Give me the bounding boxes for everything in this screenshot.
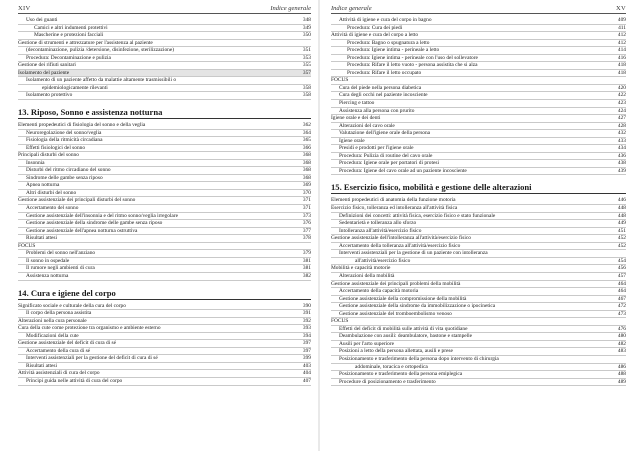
toc-entry [18,378,311,386]
toc-entry-title: Risultati attesi [26,235,57,242]
toc-entry-title: Attività di igiene e cura del corpo in bagno [339,17,432,23]
toc-entry-page: 454 [617,257,626,264]
toc-entry-page: 403 [302,362,311,369]
toc-entry-title: Modificazioni della cute [26,332,79,339]
toc-entry [18,220,311,228]
toc-entry-title: Accertamento della tolleranza all'attività/esercizio fisico [339,242,461,249]
toc-entry-page: 371 [302,197,311,204]
toc-entry-page: 428 [617,122,626,129]
toc-entry [331,123,626,131]
toc-entry-page: 473 [617,310,626,317]
toc-entry-page: 451 [617,227,626,234]
toc-entry [331,311,626,319]
toc-entry-title: Cura della cute come protezione tra organismo e ambiente esterno [18,325,161,332]
toc-entry [18,77,311,85]
toc-entry-title: Fisiologia della ritmicità circadiana [26,137,103,144]
section-13-title: 13. Riposo, Sonno e assistenza notturna [18,107,311,119]
toc-entry [331,318,626,326]
toc-entry-page: 381 [302,265,311,272]
toc-entry-title: Disturbi del ritmo circadiano del sonno [26,167,111,174]
toc-entry [331,197,626,205]
toc-entry [18,47,311,55]
toc-entry-title: Elementi propedeutici di fisiologia del sonno e della veglia [18,122,146,129]
toc-entry [331,303,626,311]
toc-entry-page: 399 [302,355,311,362]
toc-entry [331,32,626,40]
toc-entry-page: 366 [302,144,311,151]
toc-entry [18,318,311,326]
right-page-header [331,2,626,14]
toc-entry-title: Gestione assistenziale della compromissione della mobilità [339,295,467,302]
toc-entry-title: Gestione assistenziale dell'insonnia e del ritmo sonno/veglia irregolare [26,212,179,219]
toc-entry-title: Altri disturbi del sonno [26,189,77,196]
toc-entry [18,160,311,168]
toc-entry-title: Il sonno in ospedale [26,257,70,264]
toc-entry-page: 368 [302,167,311,174]
toc-entry-title: epidemiologicamente rilevanti [42,84,108,91]
toc-entry-page: 409 [617,17,626,23]
toc-entry [18,310,311,318]
toc-entry [18,228,311,236]
toc-entry [18,92,311,100]
toc-entry-title: Uso dei guanti [26,17,58,23]
toc-entry-title: Gestione assistenziale dei principali disturbi del sonno [18,197,136,204]
toc-entry-title: Isolamento di un paziente affetto da malattie altamente trasmissibili o [26,77,177,84]
toc-entry [331,273,626,281]
toc-entry-title: Interventi assistenziali per la gestione di un paziente con intolleranza [339,250,488,257]
toc-entry-title: FOCUS [331,318,349,325]
toc-entry-page: 412 [617,32,626,39]
toc-entry-title: Assistenza alla persona con prurito [339,107,415,114]
toc-entry-title: Mascherine e protezioni facciali [34,32,104,39]
toc-entry-page: 449 [617,220,626,227]
toc-entry [331,47,626,55]
toc-entry-title: Insonnia [26,159,45,166]
toc-entry [331,379,626,387]
toc-entry-title: Assistenza notturna [26,272,69,279]
right-running-head: Indice generale [331,5,372,12]
toc-entry-title: Gestione assistenziale del tromboembolismo venoso [339,310,452,317]
toc-entry-title: Isolamento del paziente [18,69,70,76]
toc-entry-page: 350 [302,32,311,39]
toc-entry [18,130,311,138]
toc-entry [18,363,311,371]
toc-entry-page: 407 [302,377,311,384]
toc-entry-page: 353 [302,54,311,61]
toc-entry-title: Interventi assistenziali per la gestione del deficit di cura di sé [26,355,158,362]
toc-entry-title: Significato sociale e culturale della cura del corpo [18,302,126,309]
toc-entry-title: Mobilità e capacità motorie [331,265,391,272]
toc-entry-page: 452 [617,235,626,242]
toc-entry-title: Alterazioni della mobilità [339,272,395,279]
toc-entry-page: 397 [302,340,311,347]
toc-entry-title: Posizionamento e trasferimento della persona dopo intervento di chirurgia [339,355,499,362]
toc-entry [18,243,311,251]
toc-entry [18,235,311,243]
toc-entry-page: 412 [617,39,626,46]
toc-entry [331,40,626,48]
left-top-entries [18,17,311,100]
toc-entry-title: Principi guida nelle attività di cura del corpo [26,377,123,384]
toc-entry [331,70,626,78]
toc-entry-title: Procedura: Igiene intima - perineale con l'uso del sollevatore [347,54,478,61]
toc-entry-title: all'attività/esercizio fisico [355,257,411,264]
toc-entry-title: Piercing e tattoo [339,100,375,107]
toc-entry-title: Cura degli occhi nel paziente incosciente [339,92,428,99]
toc-entry-title: Apnea notturna [26,182,60,189]
toc-entry-page: 382 [302,272,311,279]
left-running-head: Indice generale [270,5,311,12]
toc-entry-title: FOCUS [18,242,36,249]
toc-entry [18,213,311,221]
toc-entry-page: 436 [617,152,626,159]
toc-entry [331,364,626,372]
toc-entry-title: Alterazioni nella cura personale [18,317,87,324]
toc-entry-title: FOCUS [331,77,349,84]
toc-entry-title: Cura del piede nella persona diabetica [339,84,422,91]
toc-entry [18,303,311,311]
toc-entry [331,213,626,221]
toc-entry-page: 486 [617,363,626,370]
toc-entry-title: Gestione assistenziale della sindrome delle gambe senza riposo [26,220,163,227]
toc-entry [331,288,626,296]
toc-entry [18,273,311,281]
toc-entry-title: Procedura: Rifare il letto vuoto - persona assistita che si alza [347,62,478,69]
toc-entry-page: 476 [617,325,626,332]
toc-entry [18,17,311,25]
toc-entry [18,325,311,333]
toc-entry-page: 467 [617,295,626,302]
toc-entry-title: Gestione assistenziale dei principali problemi della mobilità [331,280,461,287]
toc-entry-title: Effetti del deficit di mobilità sulle attività di vita quotidiane [339,325,468,332]
toc-entry-page: 376 [302,220,311,227]
toc-entry [331,160,626,168]
section-15-entries [331,197,626,386]
toc-entry-page: 368 [302,159,311,166]
toc-entry-page: 394 [302,332,311,339]
toc-entry [18,152,311,160]
toc-entry-title: Camici e altri indumenti protettivi [34,24,108,31]
toc-entry [331,145,626,153]
toc-entry [18,258,311,266]
toc-entry-title: Presidi e prodotti per l'igiene orale [339,145,414,152]
section-15-title: 15. Esercizio fisico, mobilità e gestione delle alterazioni [331,182,626,194]
toc-entry-title: Valutazione dell'igiene orale della persona [339,130,431,137]
toc-entry-title: Gestione assistenziale dell'intolleranza all'attività/esercizio fisico [331,235,471,242]
toc-entry-page: 434 [617,145,626,152]
toc-entry-page: 472 [617,303,626,310]
section-13-entries [18,122,311,280]
toc-entry [18,167,311,175]
right-page [319,0,638,451]
toc-entry-page: 480 [617,333,626,340]
toc-entry-title: Il corpo della persona assistita [26,310,92,317]
left-page-header [18,2,311,14]
toc-entry-page: 397 [302,347,311,354]
toc-entry-page: 424 [617,107,626,114]
toc-entry-title: Isolamento protettivo [26,92,73,99]
toc-entry [331,168,626,176]
toc-entry-page: 404 [302,370,311,377]
toc-entry [18,370,311,378]
toc-entry [331,341,626,349]
toc-entry-title: Esercizio fisico, tolleranza ed intolleranza all'attività fisica [331,205,458,212]
right-top-entries [331,17,626,175]
toc-entry-title: Sindrome delle gambe senza riposo [26,174,103,181]
toc-entry-page: 438 [617,160,626,167]
toc-entry-title: Gestione assistenziale dell'apnea notturna ostruttiva [26,227,138,234]
toc-entry [331,130,626,138]
toc-entry-page: 423 [617,100,626,107]
section-14-title: 14. Cura e igiene del corpo [18,288,311,300]
toc-entry-title: Gestione assistenziale del deficit di cura di sé [18,340,117,347]
toc-entry-page: 464 [617,280,626,287]
toc-entry [18,145,311,153]
toc-entry-title: Gestione dei rifiuti sanitari [18,62,76,69]
toc-entry [331,115,626,123]
toc-entry [331,100,626,108]
toc-entry-page: 362 [302,122,311,129]
toc-entry-title: Procedura: Rifare il letto occupato [347,69,422,76]
toc-entry-title: Igiene orale [339,137,365,144]
toc-entry [331,92,626,100]
toc-entry [18,85,311,93]
toc-entry [331,371,626,379]
toc-entry [18,62,311,70]
left-page-number: XIV [18,5,31,12]
toc-entry-title: Procedura: Igiene intima - perineale a letto [347,47,440,54]
toc-entry-title: Attività assistenziali di cura del corpo [18,370,100,377]
toc-entry-page: 448 [617,205,626,212]
toc-entry-page: 418 [617,69,626,76]
toc-entry [331,138,626,146]
toc-entry-page: 368 [302,174,311,181]
toc-entry-title: Intolleranza all'attività/esercizio fisico [339,227,422,234]
toc-entry-page: 348 [302,17,311,23]
toc-entry-title: Accertamento della capacità motoria [339,288,419,295]
toc-entry-title: Igiene orale e dei denti [331,115,381,122]
toc-entry-page: 446 [617,197,626,204]
toc-entry [18,197,311,205]
toc-entry [331,205,626,213]
toc-entry-page: 371 [302,205,311,212]
toc-entry [331,77,626,85]
toc-entry [331,258,626,266]
toc-entry [18,265,311,273]
toc-entry [18,175,311,183]
toc-entry [331,243,626,251]
toc-entry-title: Accertamento del sonno [26,205,79,212]
toc-entry-page: 369 [302,182,311,189]
toc-entry-title: Procedure di posizionamento e trasferimento [339,378,436,385]
toc-entry-title: Elementi propedeutici di anatomia della funzione motoria [331,197,456,204]
toc-entry-title: Neuroregolazione del sonno/veglia [26,129,102,136]
toc-entry-page: 365 [302,137,311,144]
toc-entry-title: Procedura: Pulizia di routine del cavo orale [339,152,433,159]
toc-entry-page: 416 [617,54,626,61]
toc-entry-title: Gestione assistenziale della sindrome da immobilizzazione o ipocinetica [339,303,496,310]
right-page-number: XV [616,5,626,12]
toc-entry [331,326,626,334]
toc-entry-title: (decontaminazione, pulizia /detersione, disinfezione, sterilizzazione) [26,47,175,54]
toc-entry-title: addominale, toracica e ortopedica [355,363,428,370]
toc-entry [18,182,311,190]
toc-entry [331,153,626,161]
toc-entry-page: 381 [302,257,311,264]
toc-entry-page: 393 [302,325,311,332]
toc-entry [331,25,626,33]
toc-entry-page: 482 [617,340,626,347]
toc-entry-title: Definizioni dei concetti: attività fisica, esercizio fisico e stato funzionale [339,212,496,219]
toc-entry-page: 377 [302,227,311,234]
toc-entry-title: Accertamento della cura di sé [26,347,91,354]
toc-entry [331,85,626,93]
toc-entry-page: 373 [302,212,311,219]
toc-entry [331,333,626,341]
toc-entry [18,340,311,348]
toc-entry [331,235,626,243]
toc-entry-page: 418 [617,62,626,69]
toc-entry-title: Posizionamento e trasferimento della persona emiplegica [339,371,463,378]
toc-entry-title: Effetti fisiologici del sonno [26,144,86,151]
toc-entry-page: 364 [302,129,311,136]
toc-entry-page: 464 [617,288,626,295]
toc-entry-page: 368 [302,152,311,159]
toc-entry-title: Procedura: Cura dei piedi [347,24,403,31]
toc-entry-page: 411 [618,24,626,31]
toc-entry-page: 439 [617,167,626,174]
toc-entry [331,296,626,304]
toc-entry-title: Posizioni a letto della persona allettata, ausili e prese [339,348,453,355]
toc-entry [18,355,311,363]
toc-entry-title: Deambulazione con ausili: deambulatore, bastone e stampelle [339,333,473,340]
toc-entry [331,265,626,273]
toc-entry-page: 483 [617,348,626,355]
toc-entry [331,17,626,25]
toc-entry-page: 358 [302,92,311,99]
toc-entry [331,281,626,289]
toc-entry [18,190,311,198]
toc-entry-page: 457 [617,272,626,279]
toc-entry [331,250,626,258]
toc-entry [18,122,311,130]
toc-entry-page: 448 [617,212,626,219]
toc-entry [331,348,626,356]
toc-entry-page: 391 [302,310,311,317]
toc-entry-page: 433 [617,137,626,144]
toc-entry-title: Gestione di strumenti e attrezzature per l'assistenza al paziente [18,39,153,46]
toc-entry [331,220,626,228]
toc-entry [18,32,311,40]
toc-entry-page: 452 [617,242,626,249]
toc-entry-page: 349 [302,24,311,31]
toc-entry-page: 351 [302,47,311,54]
toc-entry-page: 392 [302,317,311,324]
toc-entry-title: Problemi del sonno nell'anziano [26,250,96,257]
toc-entry-page: 422 [617,92,626,99]
toc-entry-page: 370 [302,189,311,196]
toc-entry [331,108,626,116]
toc-entry-title: Ausili per l'arto superiore [339,340,395,347]
toc-entry-title: Sedentarietà e tolleranza allo sforzo [339,220,417,227]
section-14-entries [18,303,311,386]
toc-entry-title: Procedura: Bagno o spugnatura a letto [347,39,430,46]
toc-entry-page: 378 [302,235,311,242]
toc-entry-page: 358 [302,84,311,91]
toc-entry-title: Alterazioni del cavo orale [339,122,395,129]
toc-entry-page: 414 [617,47,626,54]
toc-entry-page: 489 [617,378,626,385]
toc-entry [18,137,311,145]
toc-entry-page: 488 [617,371,626,378]
toc-entry-title: Procedura: Igiene orale per portatori di protesi [339,160,439,167]
toc-entry-page: 420 [617,84,626,91]
toc-entry-page: 390 [302,302,311,309]
toc-entry-title: Attività di igiene e cura del corpo a letto [331,32,419,39]
toc-entry-page: 379 [302,250,311,257]
toc-entry [18,205,311,213]
toc-entry-title: Il rumore negli ambienti di cura [26,265,95,272]
toc-entry-title: Principali disturbi del sonno [18,152,79,159]
toc-entry-page: 357 [302,69,311,76]
toc-entry-page: 355 [302,62,311,69]
toc-entry [18,25,311,33]
toc-entry [331,356,626,364]
toc-entry [331,62,626,70]
toc-entry-title: Procedura: Igiene del cavo orale ad un paziente incosciente [339,167,467,174]
toc-entry-page: 456 [617,265,626,272]
toc-entry-page: 432 [617,130,626,137]
toc-entry [18,250,311,258]
toc-entry-page: 427 [617,115,626,122]
toc-entry-title: Procedura: Decontaminazione e pulizia [26,54,111,61]
toc-entry-title: Risultati attesi [26,362,57,369]
